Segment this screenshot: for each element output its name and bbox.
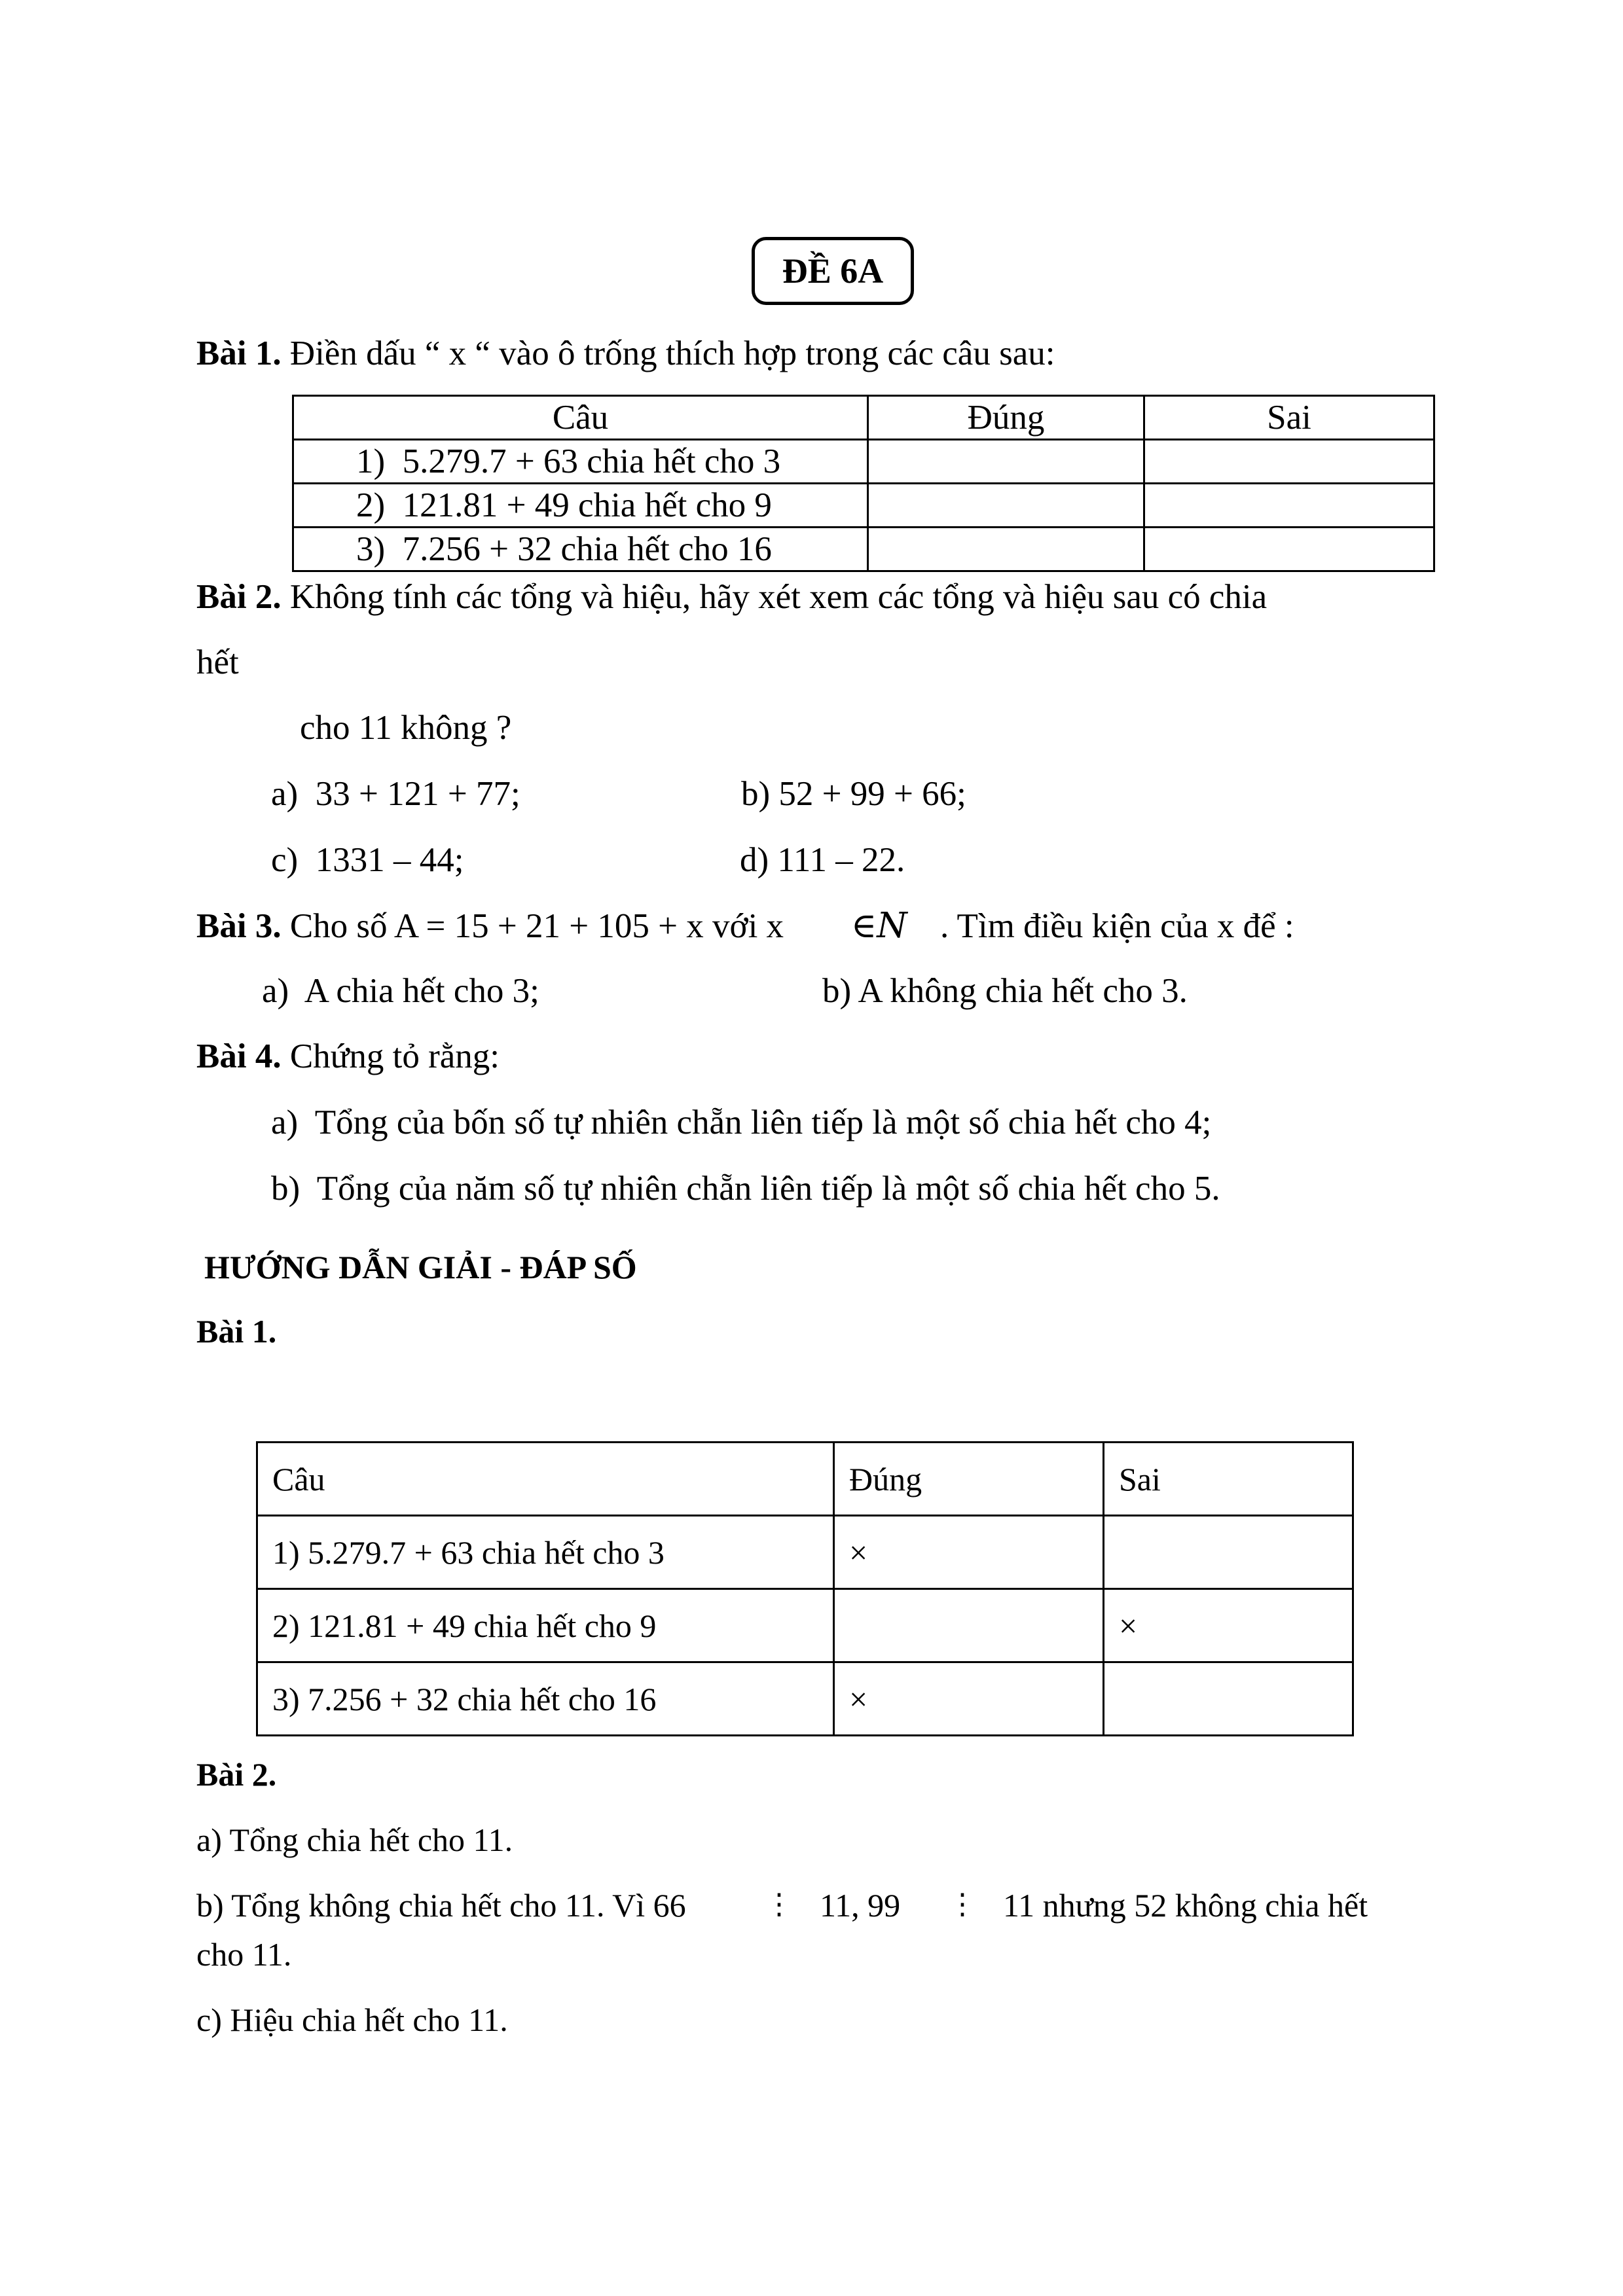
bai2-item-b: b) 52 + 99 + 66; (741, 775, 966, 813)
item-label: a) (271, 1103, 299, 1141)
bai3-item-b: b) A không chia hết cho 3. (822, 972, 1188, 1010)
bai4-label: Bài 4. (196, 1037, 282, 1075)
divides-symbol: ⋮ (948, 1888, 977, 1920)
bai2-line1 (196, 577, 1267, 617)
answer-c: c) Hiệu chia hết cho 11. (196, 2001, 508, 2038)
answer-b-part2: 11, 99 (820, 1887, 901, 1924)
header-sai: Sai (1104, 1443, 1353, 1516)
answer-b-part1: b) Tổng không chia hết cho 11. Vì 66 (196, 1887, 686, 1924)
bai2-line2: hết (196, 643, 239, 681)
item-label: a) (271, 775, 299, 813)
table-row (257, 1662, 1353, 1736)
dung-mark: × (834, 1662, 1104, 1736)
item-text: A chia hết cho 3; (304, 972, 539, 1010)
item-label: c) (271, 841, 299, 879)
row-text: 7.256 + 32 chia hết cho 16 (402, 530, 772, 568)
header-cau: Câu (257, 1443, 834, 1516)
dung-mark: × (834, 1516, 1104, 1589)
bai3-prompt-end: . Tìm điều kiện của x để : (940, 907, 1294, 945)
question-cell (293, 484, 868, 528)
item-text: Tổng của bốn số tự nhiên chẵn liên tiếp là một số chia hết cho 4; (314, 1103, 1212, 1141)
row-text: 5.279.7 + 63 chia hết cho 3 (402, 442, 781, 480)
dung-answer-cell[interactable] (868, 528, 1144, 571)
bai2-label: Bài 2. (196, 578, 282, 616)
question-cell: 3) 7.256 + 32 chia hết cho 16 (257, 1662, 834, 1736)
item-label: a) (262, 972, 289, 1010)
answers-heading: HƯỚNG DẪN GIẢI - ĐÁP SỐ (204, 1249, 637, 1285)
table-row (293, 440, 1434, 484)
answer-table (256, 1441, 1354, 1736)
sai-answer-cell[interactable] (1144, 484, 1434, 528)
bai2-prompt: Không tính các tổng và hiệu, hãy xét xem các tổng và hiệu sau có chia (289, 578, 1267, 616)
table-row (257, 1516, 1353, 1589)
table-header-row (293, 396, 1434, 440)
bai3-label: Bài 3. (196, 907, 282, 945)
item-label: b) (271, 1170, 301, 1208)
question-table (292, 395, 1435, 572)
sai-mark (1104, 1662, 1353, 1736)
header-dung: Đúng (868, 396, 1144, 440)
element-of-n-symbol: ∈𝑁 (851, 907, 907, 945)
answer-b-part3: 11 nhưng 52 không chia hết (1003, 1887, 1368, 1924)
row-text: 121.81 + 49 chia hết cho 9 (402, 486, 772, 524)
dung-answer-cell[interactable] (868, 484, 1144, 528)
answers-bai1-label: Bài 1. (196, 1313, 277, 1350)
item-text: 33 + 121 + 77; (315, 775, 520, 813)
header-dung: Đúng (834, 1443, 1104, 1516)
bai4-prompt: Chứng tỏ rằng: (289, 1037, 500, 1075)
answers-bai2-label: Bài 2. (196, 1756, 277, 1793)
bai3-item-a (262, 971, 539, 1011)
dung-mark (834, 1589, 1104, 1662)
item-text: 1331 – 44; (315, 841, 464, 879)
table-row (257, 1589, 1353, 1662)
bai2-line3: cho 11 không ? (300, 709, 512, 747)
bai1-line (196, 334, 1055, 374)
question-cell (293, 528, 868, 571)
row-number: 2) (356, 486, 386, 524)
table-header-row (257, 1443, 1353, 1516)
bai4-item-b (271, 1169, 1220, 1209)
sai-mark (1104, 1516, 1353, 1589)
question-cell (293, 440, 868, 484)
sai-mark: × (1104, 1589, 1353, 1662)
bai1-prompt: Điền dấu “ x “ vào ô trống thích hợp trong các câu sau: (289, 334, 1055, 372)
bai3-line (196, 906, 784, 946)
header-sai: Sai (1144, 396, 1434, 440)
sai-answer-cell[interactable] (1144, 440, 1434, 484)
dung-answer-cell[interactable] (868, 440, 1144, 484)
bai2-item-a (271, 774, 520, 814)
bai2-item-c (271, 840, 464, 880)
question-cell: 2) 121.81 + 49 chia hết cho 9 (257, 1589, 834, 1662)
item-text: Tổng của năm số tự nhiên chẵn liên tiếp là một số chia hết cho 5. (316, 1170, 1220, 1208)
bai2-item-d: d) 111 – 22. (740, 841, 905, 879)
bai4-line (196, 1037, 500, 1077)
row-number: 1) (356, 442, 386, 480)
bai4-item-a (271, 1103, 1211, 1143)
header-cau: Câu (293, 396, 868, 440)
row-number: 3) (356, 530, 386, 568)
question-cell: 1) 5.279.7 + 63 chia hết cho 3 (257, 1516, 834, 1589)
sai-answer-cell[interactable] (1144, 528, 1434, 571)
answer-b-line2: cho 11. (196, 1936, 292, 1973)
divides-symbol: ⋮ (765, 1888, 793, 1920)
bai3-prompt-start: Cho số A = 15 + 21 + 105 + x với x (289, 907, 784, 945)
answer-a: a) Tổng chia hết cho 11. (196, 1821, 513, 1858)
bai1-label: Bài 1. (196, 334, 282, 372)
table-row (293, 528, 1434, 571)
table-row (293, 484, 1434, 528)
page-title: ĐỀ 6A (752, 237, 914, 305)
